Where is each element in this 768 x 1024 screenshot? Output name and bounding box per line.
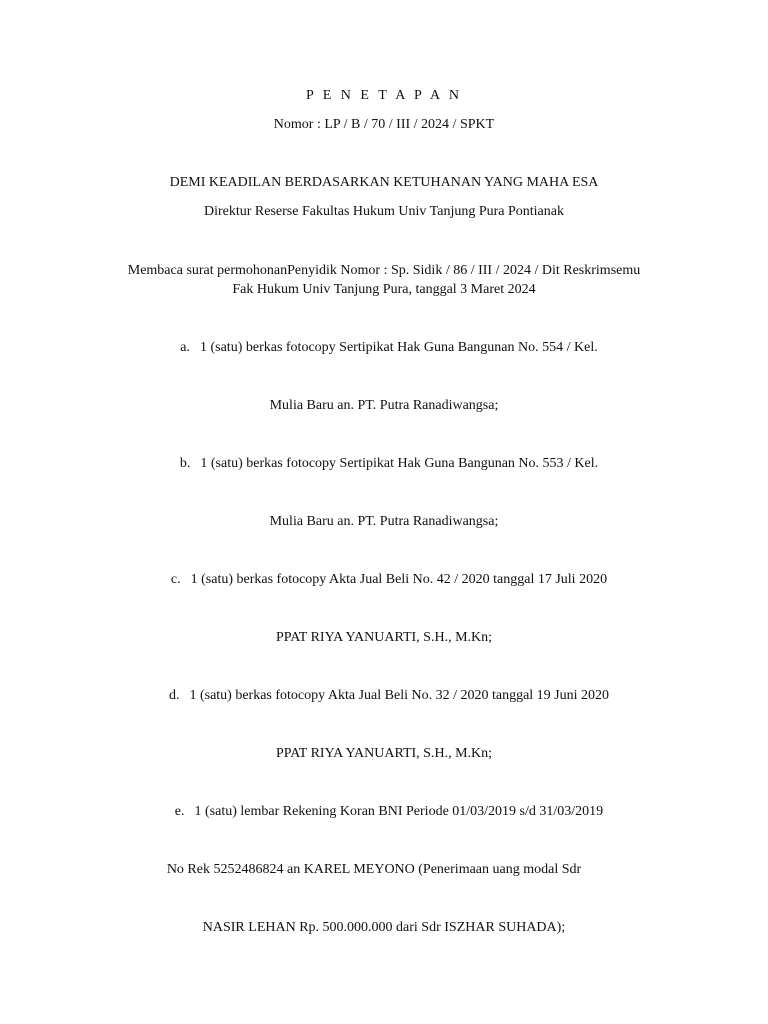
list-item <box>0 687 768 705</box>
list-item-continuation: No Rek 5252486824 an KAREL MEYONO (Penerimaan uang modal Sdr <box>166 862 582 877</box>
document-issuer: Direktur Reserse Fakultas Hukum Univ Tanjung Pura Pontianak <box>204 204 564 219</box>
list-item-continuation: Mulia Baru an. PT. Putra Ranadiwangsa; <box>269 514 499 529</box>
reading-line-2: Fak Hukum Univ Tanjung Pura, tanggal 3 Maret 2024 <box>232 282 536 297</box>
list-item-text: 1 (satu) berkas fotocopy Sertipikat Hak Guna Bangunan No. 554 / Kel. <box>199 340 598 355</box>
list-item-text: 1 (satu) berkas fotocopy Akta Jual Beli No. 32 / 2020 tanggal 19 Juni 2020 <box>189 688 610 703</box>
list-item <box>0 803 768 821</box>
list-item-text: 1 (satu) berkas fotocopy Akta Jual Beli No. 42 / 2020 tanggal 17 Juli 2020 <box>190 572 608 587</box>
list-item-marker: e. <box>174 804 185 819</box>
list-item-continuation: PPAT RIYA YANUARTI, S.H., M.Kn; <box>275 746 493 761</box>
list-item-continuation: NASIR LEHAN Rp. 500.000.000 dari Sdr ISZHAR SUHADA); <box>202 920 566 935</box>
list-item <box>0 571 768 589</box>
list-item-marker: b. <box>179 456 191 471</box>
list-item-text: 1 (satu) lembar Rekening Koran BNI Periode 01/03/2019 s/d 31/03/2019 <box>194 804 604 819</box>
list-item-marker: d. <box>168 688 180 703</box>
list-item-continuation: Mulia Baru an. PT. Putra Ranadiwangsa; <box>269 398 499 413</box>
reading-line-1: Membaca surat permohonanPenyidik Nomor : Sp. Sidik / 86 / III / 2024 / Dit Reskrimsemu <box>127 263 641 278</box>
list-item <box>0 339 768 357</box>
list-item-marker: c. <box>170 572 181 587</box>
document-title: P E N E T A P A N <box>305 88 463 103</box>
document-number: Nomor : LP / B / 70 / III / 2024 / SPKT <box>273 117 495 132</box>
list-item <box>0 455 768 473</box>
document-heading: DEMI KEADILAN BERDASARKAN KETUHANAN YANG MAHA ESA <box>169 175 599 190</box>
list-item-text: 1 (satu) berkas fotocopy Sertipikat Hak Guna Bangunan No. 553 / Kel. <box>200 456 599 471</box>
list-item-continuation: PPAT RIYA YANUARTI, S.H., M.Kn; <box>275 630 493 645</box>
list-item-marker: a. <box>180 340 190 355</box>
